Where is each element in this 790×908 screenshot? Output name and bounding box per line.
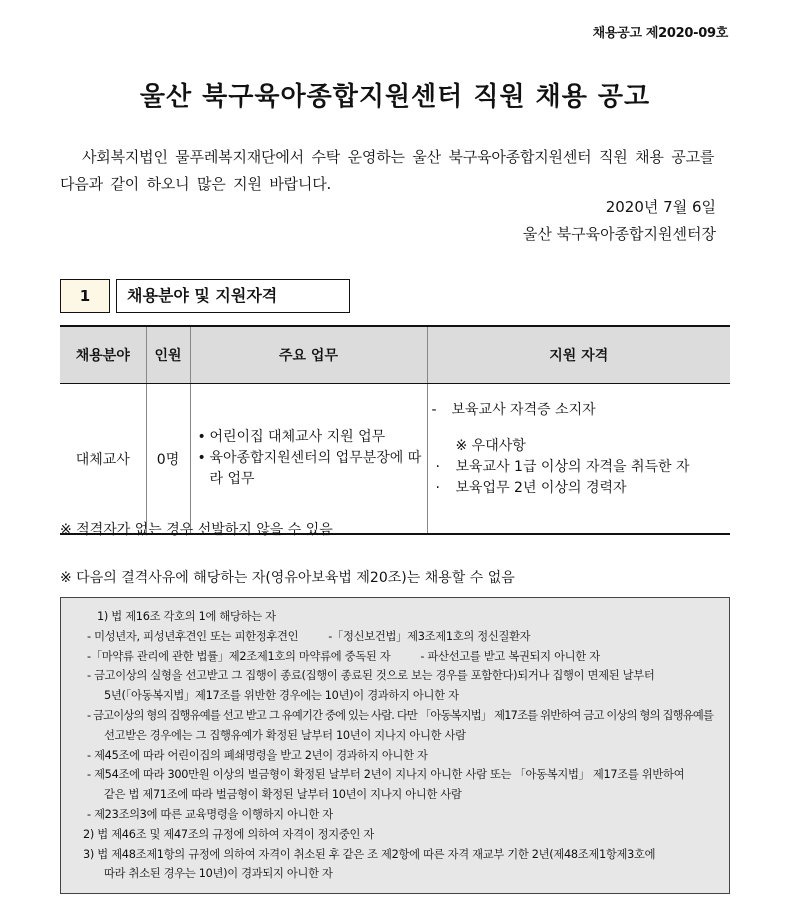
cell-qualifications bbox=[427, 384, 730, 535]
signer: 울산 북구육아종합지원센터장 bbox=[522, 225, 716, 243]
disq-line: 같은 법 제71조에 따라 벌금형이 확정된 날부터 10년이 지나지 아니한 사람 bbox=[104, 788, 462, 802]
disq-item: 2) 법 제46조 및 제47조의 규정에 의하여 자격이 정지중인 자 bbox=[83, 827, 375, 841]
cell-count: 0명 bbox=[146, 384, 190, 535]
disq-line: - 제45조에 따라 어린이집의 폐쇄명령을 받고 2년이 경과하지 아니한 자 bbox=[87, 748, 428, 762]
note-no-qualified: ※ 적격자가 없는 경우 선발하지 않을 수 있음 bbox=[60, 522, 333, 538]
preference-marker: · bbox=[435, 459, 440, 475]
preference-text: 보육업무 2년 이상의 경력자 bbox=[455, 480, 627, 496]
header-qualifications: 지원 자격 bbox=[427, 326, 730, 384]
disq-line bbox=[83, 627, 715, 647]
disq-line: 5년(「아동복지법」제17조를 위반한 경우에는 10년)이 경과하지 아니한 자 bbox=[104, 689, 459, 703]
header-field: 채용분야 bbox=[60, 326, 146, 384]
note-disqualification: ※ 다음의 결격사유에 해당하는 자(영유아보육법 제20조)는 채용할 수 없음 bbox=[60, 570, 515, 586]
disq-line: 선고받은 경우에는 그 집행유예가 확정된 날부터 10년이 지나지 아니한 사람 bbox=[104, 728, 466, 742]
table-header-row bbox=[60, 326, 730, 384]
preference-marker: · bbox=[435, 480, 440, 496]
disq-line bbox=[83, 647, 715, 667]
header-count: 인원 bbox=[146, 326, 190, 384]
section-title: 채용분야 및 지원자격 bbox=[116, 279, 350, 313]
qualification-marker: - bbox=[431, 402, 437, 418]
cell-duties bbox=[190, 384, 427, 535]
intro-paragraph: 사회복지법인 물푸레복지재단에서 수탁 운영하는 울산 북구육아종합지원센터 직원 채용 공고를 다음과 같이 하오니 많은 지원 바랍니다. bbox=[60, 148, 715, 193]
notice-number: 채용공고 제2020-09호 bbox=[592, 26, 728, 41]
table-row bbox=[60, 384, 730, 535]
section-number: 1 bbox=[60, 279, 110, 313]
recruitment-table bbox=[60, 325, 730, 535]
disq-item: 1) 법 제16조 각호의 1에 해당하는 자 bbox=[97, 610, 276, 623]
header-duties: 주요 업무 bbox=[190, 326, 427, 384]
duty-item: • 어린이집 대체교사 지원 업무 bbox=[198, 427, 426, 448]
page-title: 울산 북구육아종합지원센터 직원 채용 공고 bbox=[139, 82, 651, 112]
disqualification-box bbox=[60, 597, 730, 894]
disq-text: - 파산선고를 받고 복권되지 아니한 자 bbox=[420, 649, 600, 663]
preference-item bbox=[432, 457, 730, 478]
duty-item: • 육아종합지원센터의 업무분장에 따라 업무 bbox=[198, 448, 426, 490]
disq-text: -「마약류 관리에 관한 법률」제2조제1호의 마약류에 중독된 자 bbox=[87, 649, 391, 663]
disq-item: 3) 법 제48조제1항의 규정에 의하여 자격이 취소된 후 같은 조 제2항에 따른 자격 재교부 기한 2년(제48조제1항제3호에 bbox=[83, 847, 656, 861]
disq-text: -「정신보건법」제3조제1호의 정신질환자 bbox=[328, 629, 531, 643]
disq-line: - 제23조의3에 따른 교육명령을 이행하지 아니한 자 bbox=[87, 807, 333, 821]
cell-field: 대체교사 bbox=[60, 384, 146, 535]
disq-text: - 미성년자, 피성년후견인 또는 피한정후견인 bbox=[87, 629, 299, 643]
notice-date: 2020년 7월 6일 bbox=[605, 198, 716, 216]
preference-item bbox=[432, 478, 730, 499]
preference-title: ※ 우대사항 bbox=[455, 438, 526, 454]
qualification-line bbox=[432, 400, 730, 421]
disq-line: - 제54조에 따라 300만원 이상의 벌금형이 확정된 날부터 2년이 지나지 아니한 사람 또는 「아동복지법」 제17조를 위반하여 bbox=[87, 768, 685, 782]
preference-text: 보육교사 1급 이상의 자격을 취득한 자 bbox=[455, 459, 690, 475]
qualification-text: 보육교사 자격증 소지자 bbox=[451, 402, 596, 418]
disq-line: - 금고이상의 형의 집행유예를 선고 받고 그 유예기간 중에 있는 사람. 다만 「아동복지법」 제17조를 위반하여 금고 이상의 형의 집행유예를 bbox=[87, 708, 714, 722]
disq-line: 따라 취소된 경우는 10년)이 경과되지 아니한 자 bbox=[104, 867, 333, 881]
disq-line: - 금고이상의 실형을 선고받고 그 집행이 종료(집행이 종료된 것으로 보는 경우를 포함한다)되거나 집행이 면제된 날부터 bbox=[87, 669, 655, 683]
